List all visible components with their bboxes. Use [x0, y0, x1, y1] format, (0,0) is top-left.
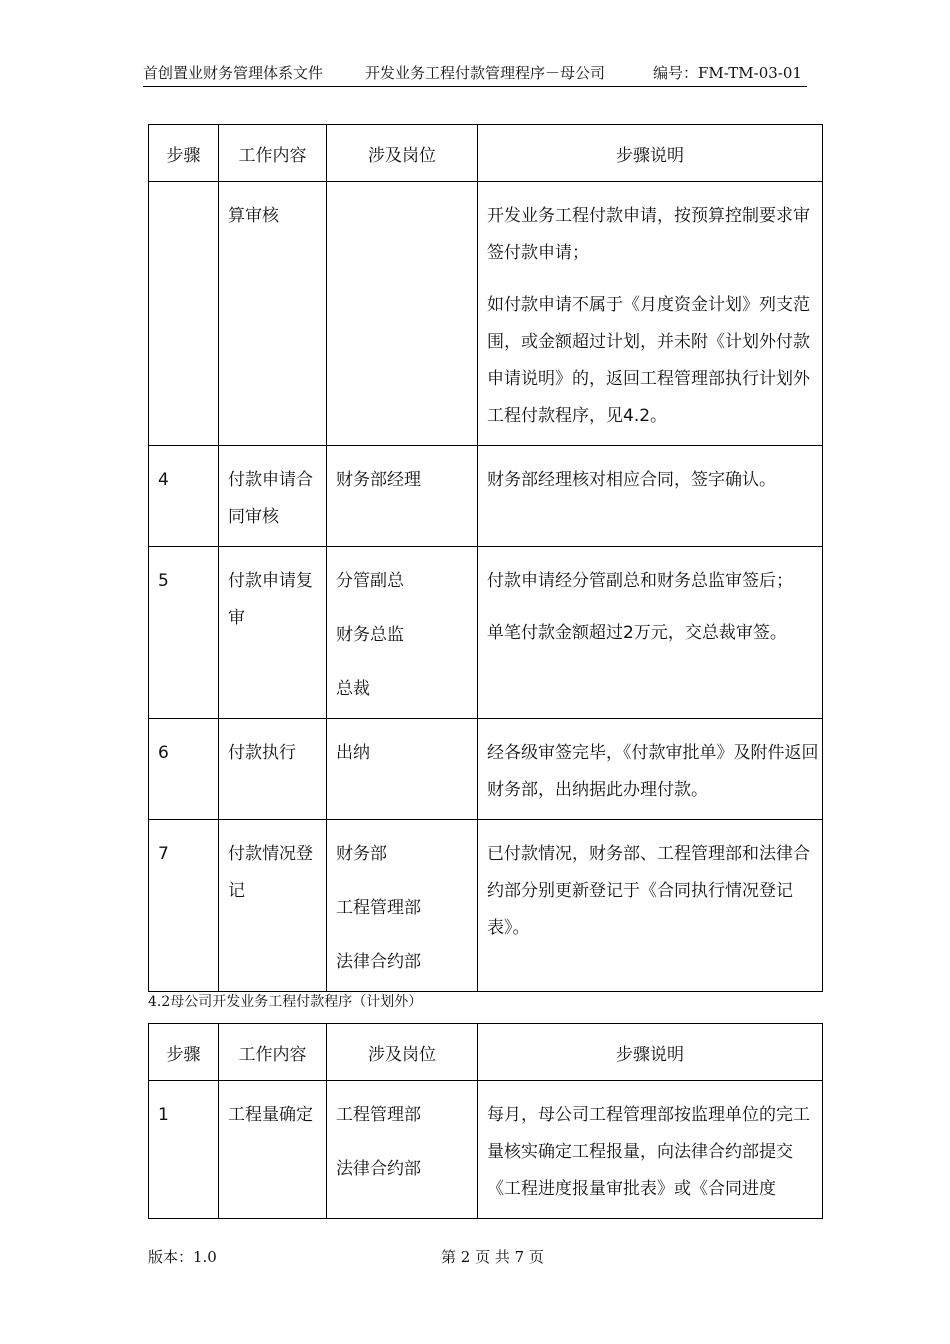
- roles-cell: [327, 446, 478, 547]
- procedure-table-2: [148, 1023, 823, 1219]
- step-number: 1: [149, 1081, 219, 1219]
- step-number: 7: [149, 820, 219, 992]
- header-step: 步骤: [149, 1024, 219, 1081]
- header-code: 编号：FM-TM-03-01: [653, 64, 802, 82]
- role-item: 法律合约部: [336, 1159, 421, 1179]
- role-item: 财务部: [336, 844, 387, 864]
- section-title: 4.2母公司开发业务工程付款程序（计划外）: [148, 994, 423, 1010]
- description-paragraph: 已付款情况，财务部、工程管理部和法律合约部分别更新登记于《合同执行情况登记表》。: [487, 844, 810, 938]
- footer-page-number: 第 2 页 共 7 页: [441, 1248, 544, 1266]
- table-row: [149, 182, 823, 446]
- role-item: 工程管理部: [336, 1105, 421, 1125]
- header-roles: 涉及岗位: [327, 125, 478, 182]
- header-org: 首创置业财务管理体系文件: [143, 64, 324, 82]
- step-description: [478, 719, 823, 820]
- table-row: [149, 820, 823, 992]
- role-item: 财务部经理: [336, 470, 421, 490]
- description-paragraph: 财务部经理核对相应合同，签字确认。: [487, 470, 776, 490]
- header-content: 工作内容: [219, 1024, 327, 1081]
- description-paragraph: 经各级审签完毕，《付款审批单》及附件返回财务部，出纳据此办理付款。: [487, 743, 819, 800]
- roles-cell: [327, 547, 478, 719]
- page-header: [143, 62, 807, 87]
- step-number: 6: [149, 719, 219, 820]
- description-paragraph: 单笔付款金额超过2万元，交总裁审签。: [487, 623, 787, 643]
- step-number: [149, 182, 219, 446]
- table-header-row: [149, 125, 823, 182]
- step-number: 4: [149, 446, 219, 547]
- roles-cell: [327, 820, 478, 992]
- header-desc: 步骤说明: [478, 125, 823, 182]
- step-description: [478, 547, 823, 719]
- header-content: 工作内容: [219, 125, 327, 182]
- footer-version: 版本：1.0: [148, 1248, 217, 1266]
- work-content: 付款申请合同审核: [219, 446, 327, 547]
- work-content: 工程量确定: [219, 1081, 327, 1219]
- description-paragraph: 付款申请经分管副总和财务总监审签后；: [487, 571, 793, 591]
- description-paragraph: 如付款申请不属于《月度资金计划》列支范围，或金额超过计划，并未附《计划外付款申请说明》的，返回工程管理部执行计划外工程付款程序，见4.2。: [487, 295, 810, 426]
- work-content: 付款情况登记: [219, 820, 327, 992]
- step-number: 5: [149, 547, 219, 719]
- step-description: [478, 446, 823, 547]
- work-content: 付款执行: [219, 719, 327, 820]
- work-content: 算审核: [219, 182, 327, 446]
- roles-cell: [327, 182, 478, 446]
- step-description: [478, 182, 823, 446]
- description-paragraph: 每月，母公司工程管理部按监理单位的完工量核实确定工程报量，向法律合约部提交《工程进度报量审批表》或《合同进度: [487, 1105, 810, 1199]
- header-desc: 步骤说明: [478, 1024, 823, 1081]
- header-step: 步骤: [149, 125, 219, 182]
- roles-cell: [327, 1081, 478, 1219]
- role-item: 法律合约部: [336, 952, 421, 972]
- description-paragraph: 开发业务工程付款申请，按预算控制要求审签付款申请；: [487, 206, 810, 263]
- role-item: 工程管理部: [336, 898, 421, 918]
- work-content: 付款申请复审: [219, 547, 327, 719]
- role-item: 出纳: [336, 743, 370, 763]
- step-description: [478, 1081, 823, 1219]
- table-row: [149, 446, 823, 547]
- roles-cell: [327, 719, 478, 820]
- table-row: [149, 719, 823, 820]
- header-roles: 涉及岗位: [327, 1024, 478, 1081]
- step-description: [478, 820, 823, 992]
- role-item: 总裁: [336, 679, 370, 699]
- table-header-row: [149, 1024, 823, 1081]
- role-item: 分管副总: [336, 571, 404, 591]
- table-row: [149, 1081, 823, 1219]
- role-item: 财务总监: [336, 625, 404, 645]
- header-title: 开发业务工程付款管理程序－母公司: [365, 64, 606, 82]
- table-row: [149, 547, 823, 719]
- procedure-table-1: [148, 124, 823, 992]
